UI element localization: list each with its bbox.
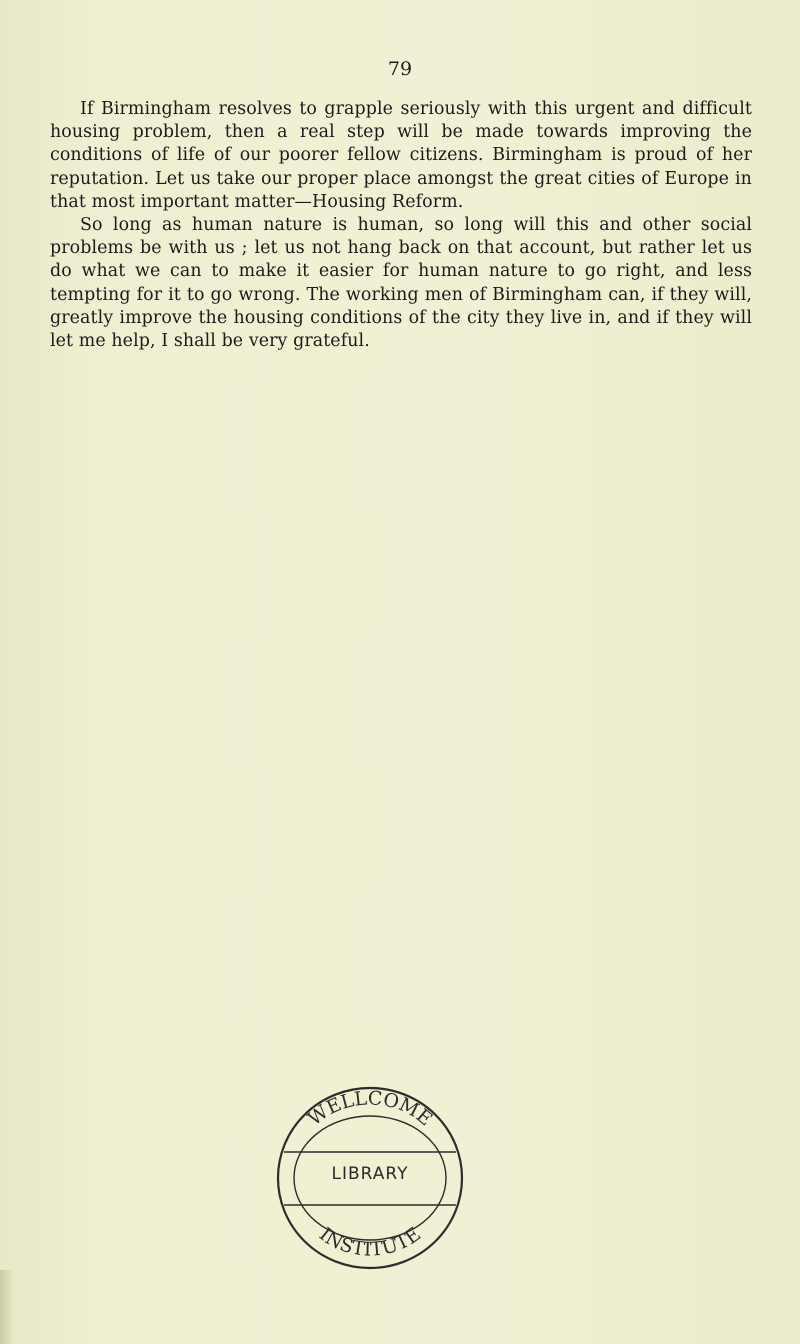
paragraph-1: If Birmingham resolves to grapple seriously with this urgent and difficult housing problem, then a real step will be made towards improving the conditions of life of our poorer fellow citizens. Birmingham is proud of her reputation. Let us take our proper place amongst the great cities of Europe in that most important matter—Housing Reform. [50,99,752,212]
page-edge-shadow [0,1270,14,1344]
stamp-label: LIBRARY [331,1164,409,1184]
svg-text:INSTITUTE: INSTITUTE [314,1223,425,1261]
library-stamp [270,1080,470,1276]
paragraph-2: So long as human nature is human, so long will this and other social problems be with us ; let us not hang back on that account, but rather let us do what we can to make it easier for human nature to go right, and less tempting for it to go wrong. The working men of Birmingham can, if they will, greatly improve the housing conditions of the city they live in, and if they will let me help, I shall be very grateful. [50,215,752,352]
page-number: 79 [387,58,413,80]
body-text [50,98,752,353]
svg-text:WELLCOME: WELLCOME [303,1087,437,1131]
